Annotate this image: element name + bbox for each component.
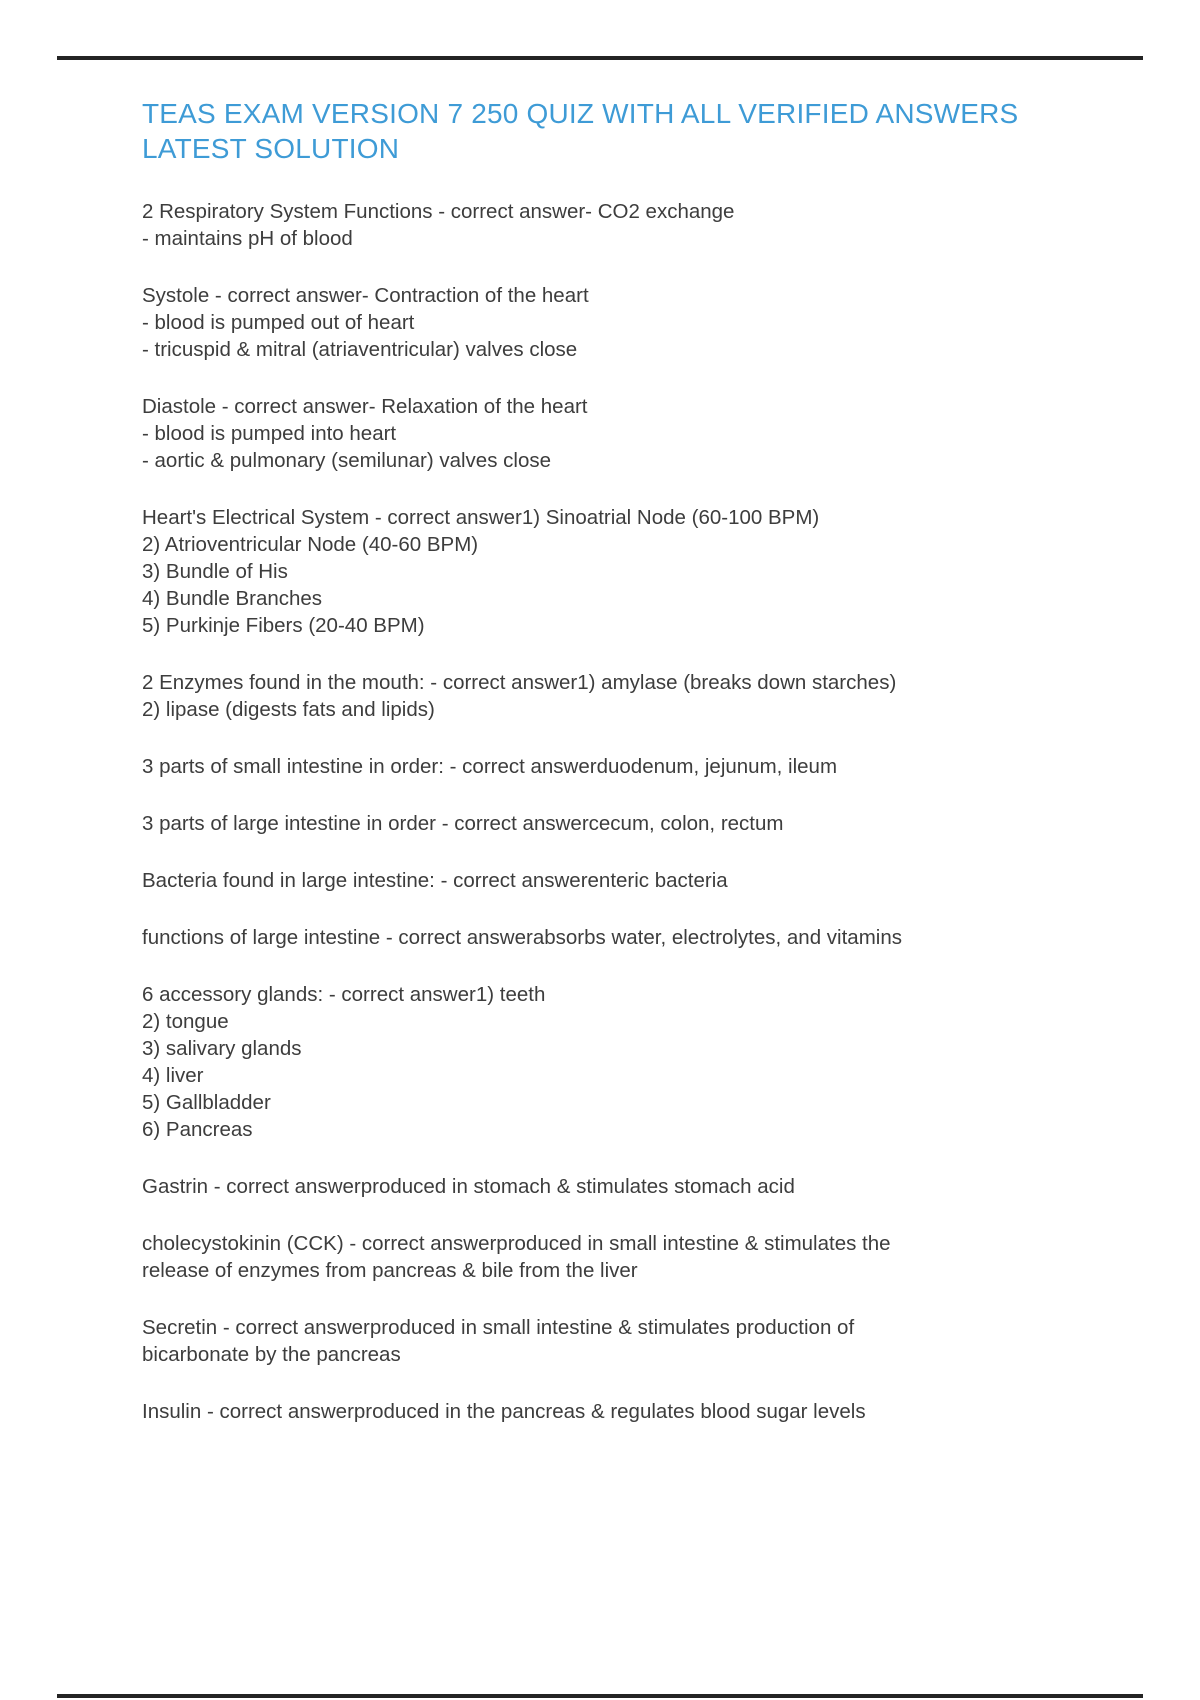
- paragraph-line: - blood is pumped out of heart: [142, 311, 415, 334]
- paragraph: [142, 1398, 1122, 1425]
- paragraph: [142, 753, 1122, 780]
- document-body: [142, 198, 1122, 1425]
- paragraph-line: release of enzymes from pancreas & bile from the liver: [142, 1259, 638, 1282]
- paragraph: [142, 981, 1122, 1143]
- paragraph-line: bicarbonate by the pancreas: [142, 1343, 401, 1366]
- page-bottom-rule: [57, 1694, 1143, 1698]
- paragraph-line: - tricuspid & mitral (atriaventricular) valves close: [142, 338, 578, 361]
- paragraph-line: 5) Gallbladder: [142, 1091, 271, 1114]
- paragraph: [142, 669, 1122, 723]
- paragraph-line: - blood is pumped into heart: [142, 422, 397, 445]
- paragraph-line: 4) Bundle Branches: [142, 587, 323, 610]
- document-title-line-2: LATEST SOLUTION: [142, 133, 400, 164]
- paragraph-line: 2) lipase (digests fats and lipids): [142, 698, 435, 721]
- paragraph-line: cholecystokinin (CCK) - correct answerproduced in small intestine & stimulates the: [142, 1232, 891, 1255]
- paragraph: [142, 504, 1122, 639]
- paragraph-line: Gastrin - correct answerproduced in stomach & stimulates stomach acid: [142, 1175, 795, 1198]
- paragraph-line: 6 accessory glands: - correct answer1) teeth: [142, 983, 546, 1006]
- page-top-rule: [57, 56, 1143, 60]
- paragraph-line: 3 parts of large intestine in order - correct answercecum, colon, rectum: [142, 812, 784, 835]
- paragraph-line: Bacteria found in large intestine: - correct answerenteric bacteria: [142, 869, 728, 892]
- paragraph: [142, 282, 1122, 363]
- paragraph: [142, 393, 1122, 474]
- paragraph: [142, 198, 1122, 252]
- page-content: [142, 96, 1122, 1425]
- paragraph-line: 6) Pancreas: [142, 1118, 253, 1141]
- paragraph-line: Diastole - correct answer- Relaxation of the heart: [142, 395, 588, 418]
- paragraph-line: 3) Bundle of His: [142, 560, 288, 583]
- paragraph: [142, 924, 1122, 951]
- paragraph-line: Systole - correct answer- Contraction of the heart: [142, 284, 589, 307]
- paragraph-line: 2) Atrioventricular Node (40-60 BPM): [142, 533, 479, 556]
- paragraph-line: Insulin - correct answerproduced in the pancreas & regulates blood sugar levels: [142, 1400, 866, 1423]
- document-title-line-1: TEAS EXAM VERSION 7 250 QUIZ WITH ALL VERIFIED ANSWERS: [142, 98, 1019, 129]
- paragraph: [142, 1173, 1122, 1200]
- document-title: [142, 96, 1122, 166]
- paragraph: [142, 810, 1122, 837]
- paragraph-line: Heart's Electrical System - correct answer1) Sinoatrial Node (60-100 BPM): [142, 506, 820, 529]
- paragraph-line: 2 Enzymes found in the mouth: - correct answer1) amylase (breaks down starches): [142, 671, 897, 694]
- paragraph-line: 5) Purkinje Fibers (20-40 BPM): [142, 614, 425, 637]
- paragraph-line: 2 Respiratory System Functions - correct answer- CO2 exchange: [142, 200, 735, 223]
- paragraph-line: - aortic & pulmonary (semilunar) valves close: [142, 449, 551, 472]
- paragraph-line: 3) salivary glands: [142, 1037, 302, 1060]
- paragraph-line: Secretin - correct answerproduced in small intestine & stimulates production of: [142, 1316, 855, 1339]
- paragraph: [142, 1230, 1122, 1284]
- paragraph-line: 2) tongue: [142, 1010, 229, 1033]
- paragraph-line: - maintains pH of blood: [142, 227, 353, 250]
- paragraph: [142, 867, 1122, 894]
- paragraph-line: 3 parts of small intestine in order: - correct answerduodenum, jejunum, ileum: [142, 755, 838, 778]
- paragraph-line: functions of large intestine - correct answerabsorbs water, electrolytes, and vitamins: [142, 926, 902, 949]
- paragraph: [142, 1314, 1122, 1368]
- paragraph-line: 4) liver: [142, 1064, 204, 1087]
